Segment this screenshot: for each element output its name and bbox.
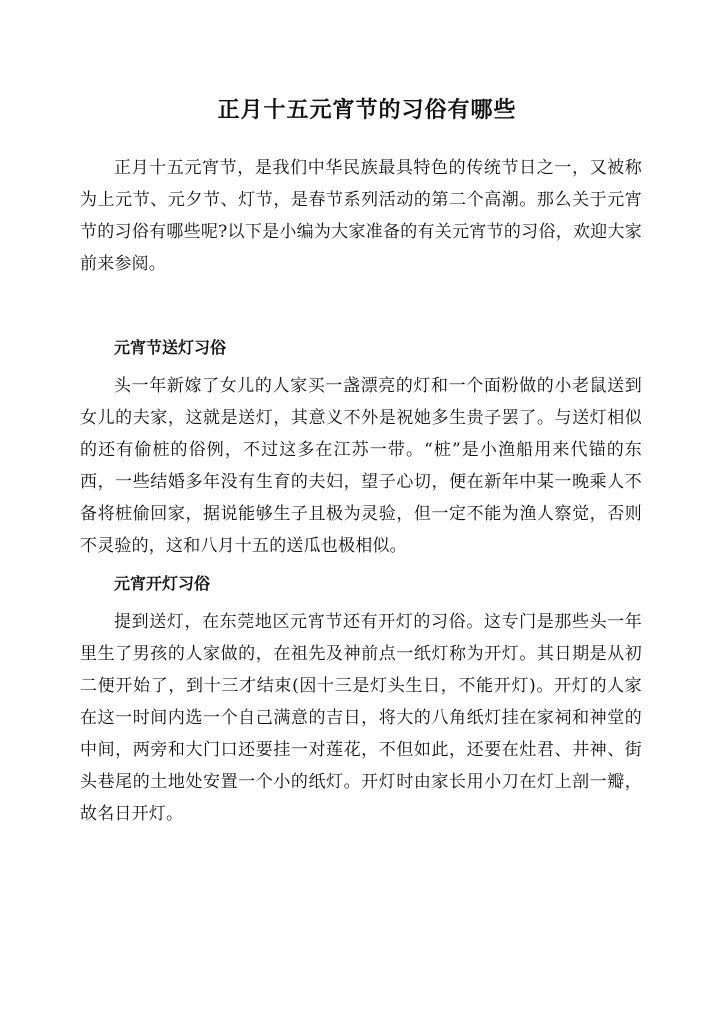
intro-paragraph: 正月十五元宵节，是我们中华民族最具特色的传统节日之一，又被称为上元节、元夕节、灯节，是春节系列活动的第二个高潮。那么关于元宵节的习俗有哪些呢?以下是小编为大家准备的有关元宵节的习俗，欢迎大家前来参阅。 [80,158,642,274]
section-heading-sending-lanterns: 元宵节送灯习俗 [114,338,227,357]
section-heading-opening-lanterns: 元宵开灯习俗 [114,574,211,593]
section-body-sending-lanterns: 头一年新嫁了女儿的人家买一盏漂亮的灯和一个面粉做的小老鼠送到女儿的夫家，这就是送灯，其意义不外是祝她多生贵子罢了。与送灯相似的还有偷桩的俗例，不过这多在江苏一带。“桩”是小渔船用来代锚的东西，一些结婚多年没有生育的夫妇，望子心切，便在新年中某一晚乘人不备将桩偷回家，据说能够生子且极为灵验，但一定不能为渔人察觉，否则不灵验的，这和八月十五的送瓜也极相似。 [80,376,642,556]
document-title: 正月十五元宵节的习俗有哪些 [217,98,517,123]
section-body-opening-lanterns: 提到送灯，在东莞地区元宵节还有开灯的习俗。这专门是那些头一年里生了男孩的人家做的，在祖先及神前点一纸灯称为开灯。其日期是从初二便开始了，到十三才结束(因十三是灯头生日，不能开灯)。开灯的人家在这一时间内选一个自己满意的吉日，将大的八角纸灯挂在家祠和神堂的中间，两旁和大门口还要挂一对莲花，不但如此，还要在灶君、井神、街头巷尾的土地处安置一个小的纸灯。开灯时由家长用小刀在灯上剖一瓣，故名日开灯。 [80,612,642,824]
